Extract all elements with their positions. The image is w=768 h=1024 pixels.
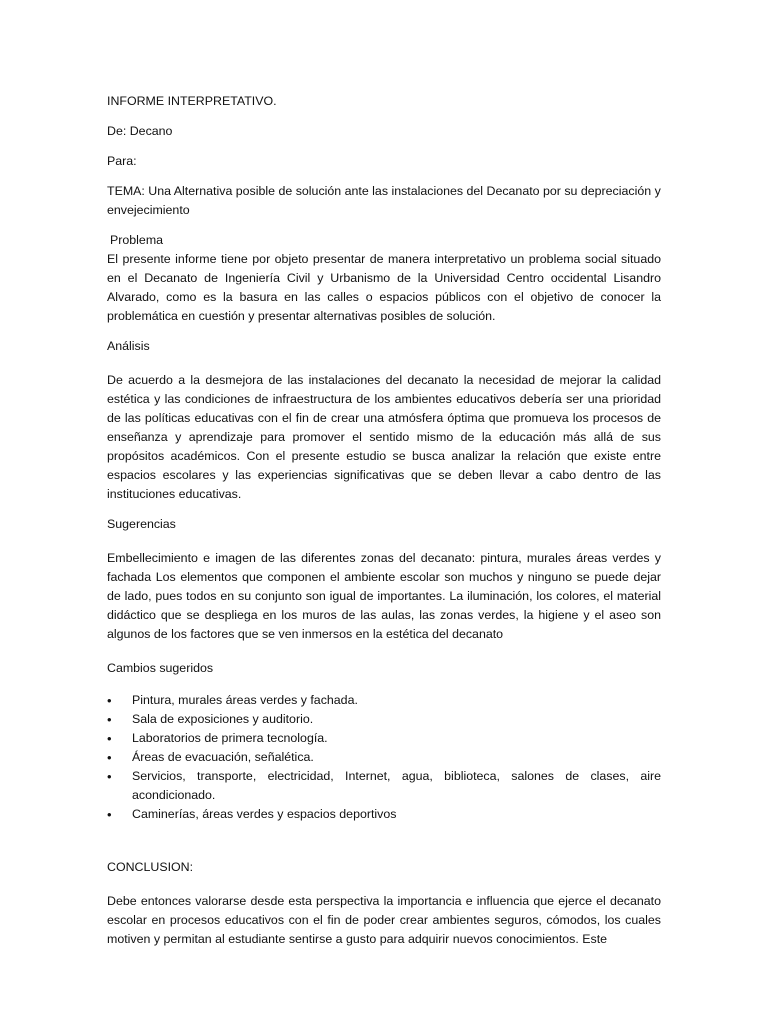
document-page (107, 92, 661, 949)
list-item: • Sala de exposiciones y auditorio. (107, 710, 661, 729)
document-title: INFORME INTERPRETATIVO. (107, 94, 277, 108)
analisis-paragraph: De acuerdo a la desmejora de las instalaciones del decanato la necesidad de mejorar la calidad estética y las condiciones de infraestructura de los ambientes educativos debería ser una prioridad de las políticas educativas con el fin de crear una atmósfera óptima que promueva los procesos de enseñanza y aprendizaje para promover el sentido mismo de la educación más allá de sus propósitos académicos. Con el presente estudio se busca analizar la relación que existe entre espacios escolares y las experiencias significativas que se deben llevar a cabo dentro de las instituciones educativas. (107, 373, 661, 501)
problema-paragraph: El presente informe tiene por objeto presentar de manera interpretativo un problema social situado en el Decanato de Ingeniería Civil y Urbanismo de la Universidad Centro occidental Lisandro Alvarado, como es la basura en las calles o espacios públicos con el objetivo de conocer la problemática en cuestión y presentar alternativas posibles de solución. (107, 252, 661, 323)
conclusion-heading: CONCLUSION: (107, 860, 194, 874)
from-line: De: Decano (107, 124, 173, 138)
tema-paragraph: TEMA: Una Alternativa posible de solución ante las instalaciones del Decanato por su depreciación y envejecimiento (107, 184, 661, 217)
list-item: • Caminerías, áreas verdes y espacios deportivos (107, 805, 661, 824)
conclusion-paragraph: Debe entonces valorarse desde esta perspectiva la importancia e influencia que ejerce el decanato escolar en procesos educativos con el fin de poder crear ambientes seguros, cómodos, los cuales motiven y permitan al estudiante sentirse a gusto para adquirir nuevos conocimientos. Este (107, 894, 661, 946)
list-item: • Laboratorios de primera tecnología. (107, 729, 661, 748)
analisis-heading: Análisis (107, 339, 150, 353)
problema-heading: Problema (110, 233, 164, 247)
list-item: • Pintura, murales áreas verdes y fachada. (107, 691, 661, 710)
to-line: Para: (107, 154, 137, 168)
list-item: • Servicios, transporte, electricidad, Internet, agua, biblioteca, salones de clases, aire acondicionado. (107, 767, 661, 805)
sugerencias-paragraph: Embellecimiento e imagen de las diferentes zonas del decanato: pintura, murales áreas verdes y fachada Los elementos que componen el ambiente escolar son muchos y ninguno se puede dejar de lado, pues todos en su conjunto son igual de importantes. La iluminación, los colores, el material didáctico que se despliega en los muros de las aulas, las zonas verdes, la higiene y el aseo son algunos de los factores que se ven inmersos en la estética del decanato (107, 551, 661, 641)
list-item: • Áreas de evacuación, señalética. (107, 748, 661, 767)
cambios-heading: Cambios sugeridos (107, 661, 214, 675)
cambios-list (107, 691, 661, 824)
sugerencias-heading: Sugerencias (107, 517, 176, 531)
